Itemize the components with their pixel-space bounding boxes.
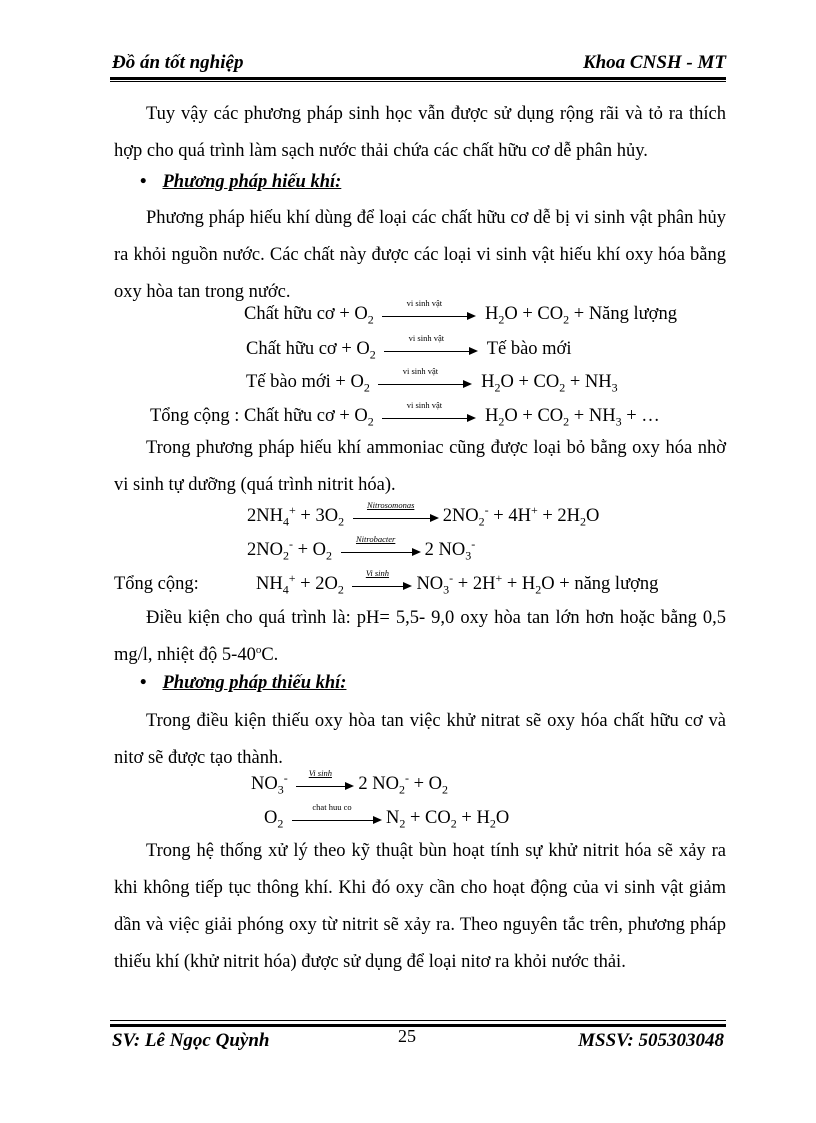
heading-aerobic-text: Phương pháp hiếu khí: (162, 172, 342, 192)
reaction-arrow: Vi sinh (352, 578, 412, 592)
footer-rule (110, 1024, 726, 1027)
heading-aerobic (140, 172, 341, 193)
equation-aerobic-total: Tổng cộng : Chất hữu cơ + $O_2$ vi sinh vật $H_2O + CO_2 + NH_3$ + … (150, 399, 660, 429)
header-department: Khoa CNSH - MT (582, 52, 726, 73)
reaction-arrow: vi sinh vật (382, 308, 476, 322)
reaction-arrow: vi sinh vật (378, 376, 472, 390)
header-title: Đồ án tốt nghiệp (112, 52, 244, 73)
equation-aerobic-1: Chất hữu cơ + $O_2$ vi sinh vật $H_2O + CO_2$ + Năng lượng (244, 297, 677, 327)
reaction-arrow: Vi sinh (296, 778, 354, 792)
reaction-arrow: Nitrobacter (341, 544, 421, 558)
reaction-arrow: chat huu co (292, 812, 382, 826)
equation-nitrobacter: $2NO_2^- + O_2$ Nitrobacter 2 $NO_3^-$ (247, 533, 476, 563)
equation-denitrification-1: $NO_3^-$ Vi sinh 2 $NO_2^- + O_2$ (251, 767, 449, 797)
bullet-dot: • (140, 673, 147, 693)
header-rule-thin (110, 81, 726, 82)
equation-aerobic-3: Tế bào mới + $O_2$ vi sinh vật $H_2O + CO_2 + NH_3$ (246, 365, 618, 395)
header-rule (110, 77, 726, 80)
equation-aerobic-2: Chất hữu cơ + $O_2$ vi sinh vật Tế bào mới (246, 332, 572, 362)
heading-anoxic-text: Phương pháp thiếu khí: (162, 673, 347, 693)
reaction-arrow: Nitrosomonas (353, 510, 439, 524)
paragraph-conditions: Điều kiện cho quá trình là: pH= 5,5- 9,0 oxy hòa tan lớn hơn hoặc bằng 0,5 mg/l, nhiệt độ 5-40$^o$C. (114, 608, 726, 665)
equation-nitrosomonas: $2NH_4^+ + 3O_2$ Nitrosomonas $2NO_2^- + 4H^+ + 2H_2O$ (247, 499, 600, 529)
reaction-arrow: vi sinh vật (382, 410, 476, 424)
page-number: 25 (398, 1026, 416, 1046)
footer-student: SV: Lê Ngọc Quỳnh (112, 1030, 270, 1051)
bullet-dot: • (140, 172, 147, 192)
heading-anoxic (140, 673, 346, 694)
paragraph-aerobic: Phương pháp hiếu khí dùng để loại các chất hữu cơ dễ bị vi sinh vật phân hủy ra khỏi nguồn nước. Các chất này được các loại vi sinh vật hiếu khí oxy hóa bằng oxy hòa tan trong nước. (114, 208, 726, 302)
paragraph-anoxic: Trong điều kiện thiếu oxy hòa tan việc khử nitrat sẽ oxy hóa chất hữu cơ và nitơ sẽ được tạo thành. (114, 711, 726, 768)
footer-rule-thin (110, 1020, 726, 1021)
equation-nitrification-total: Tổng cộng: $NH_4^+ + 2O_2$ Vi sinh $NO_3^- + 2H^+ + H_2O$ + năng lượng (114, 567, 659, 597)
paragraph-nitrification: Trong phương pháp hiếu khí ammoniac cũng được loại bỏ bằng oxy hóa nhờ vi sinh tự dưỡng (quá trình nitrit hóa). (114, 438, 726, 495)
equation-denitrification-2: $O_2$ chat huu co $N_2 + CO_2 + H_2O$ (264, 801, 510, 831)
reaction-arrow: vi sinh vật (384, 343, 478, 357)
paragraph-activated-sludge: Trong hệ thống xử lý theo kỹ thuật bùn hoạt tính sự khử nitrit hóa sẽ xảy ra khi không tiếp tục thông khí. Khi đó oxy cần cho hoạt động của vi sinh vật giảm dần và việc giải phóng oxy từ nitrit sẽ xảy ra. Theo nguyên tắc trên, phương pháp thiếu khí (khử nitrit hóa) được sử dụng để loại nitơ ra khỏi nước thải. (114, 841, 726, 972)
footer-student-id: MSSV: 505303048 (578, 1030, 724, 1051)
paragraph-intro: Tuy vậy các phương pháp sinh học vẫn được sử dụng rộng rãi và tỏ ra thích hợp cho quá trình làm sạch nước thải chứa các chất hữu cơ dễ phân hủy. (114, 104, 726, 161)
